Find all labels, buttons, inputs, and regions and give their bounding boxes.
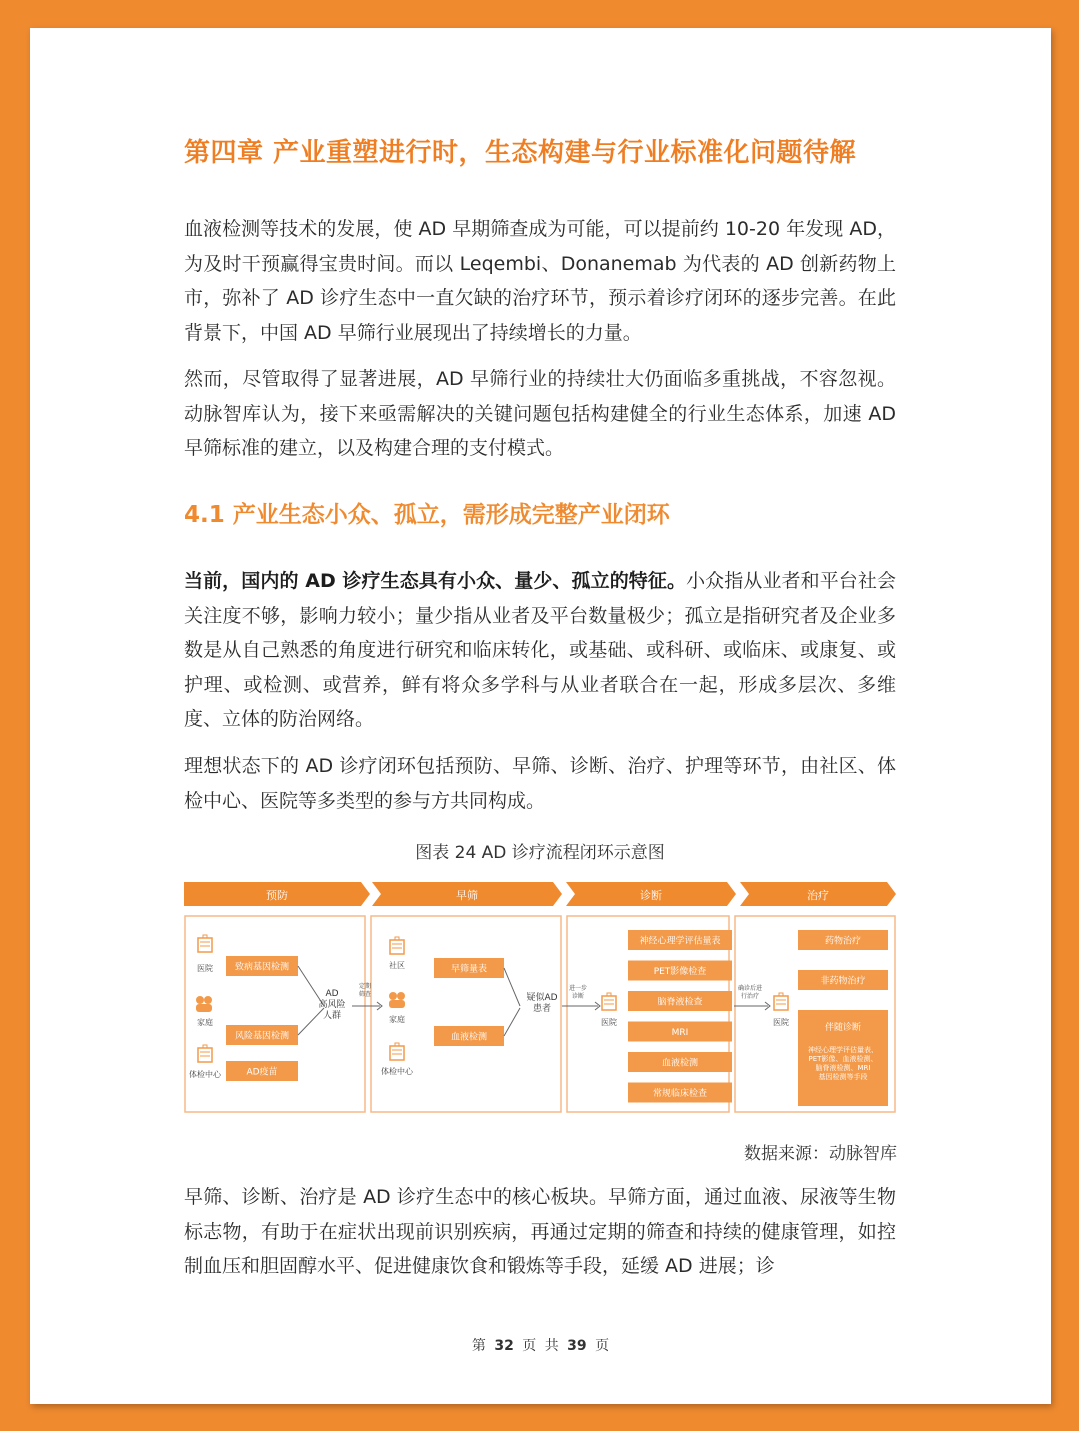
page-footer — [30, 1335, 1051, 1355]
companion-diagnosis-title: 伴随诊断 — [824, 1023, 862, 1033]
footer-suffix: 页 — [595, 1338, 610, 1354]
footer-total-pages: 39 — [567, 1338, 587, 1354]
diagnosis-box-0-label: 神经心理学评估量表 — [639, 936, 721, 947]
diagnosis-arrow-note: 进一步 — [568, 985, 588, 992]
diagnosis-box-3-label: MRI — [671, 1028, 689, 1038]
footer-prefix: 第 — [471, 1338, 486, 1354]
screening-place-community: 社区 — [389, 961, 405, 970]
prevention-place-checkup: 体检中心 — [189, 1070, 221, 1079]
stage-label-0: 预防 — [266, 889, 288, 902]
diagnosis-arrow-note: 诊断 — [571, 993, 585, 1000]
prevention-place-family: 家庭 — [197, 1018, 213, 1027]
risk-gene-box-label: 风险基因检测 — [234, 1031, 290, 1042]
diagnosis-box-4-label: 血液检测 — [661, 1058, 699, 1069]
gene-test-box-label: 致病基因检测 — [234, 962, 290, 973]
paragraph-5: 早筛、诊断、治疗是 AD 诊疗生态中的核心板块。早筛方面，通过血液、尿液等生物标志物，有助于在症状出现前识别疾病，再通过定期的筛查和持续的健康管理，如控制血压和胆固醇水平、促进健康饮食和锻炼等手段，延缓 AD 进展；诊 — [184, 1186, 896, 1277]
screening-place-checkup: 体检中心 — [381, 1067, 413, 1076]
paragraph-4: 理想状态下的 AD 诊疗闭环包括预防、早筛、诊断、治疗、护理等环节，由社区、体检中心、医院等多类型的参与方共同构成。 — [184, 755, 896, 812]
diagnosis-box-2-label: 脑脊液检查 — [657, 997, 703, 1008]
ad-care-loop-diagram — [184, 878, 896, 1118]
paragraph-1: 血液检测等技术的发展，使 AD 早期筛查成为可能，可以提前约 10-20 年发现 AD，为及时干预赢得宝贵时间。而以 Leqembi、Donanemab 为代表的 AD 创新药物上市，弥补了 AD 诊疗生态中一直欠缺的治疗环节，预示着诊疗闭环的逐步完善。在此背景下，中国 AD 早筛行业展现出了持续增长的力量。 — [184, 218, 896, 344]
family-icon — [196, 996, 204, 1004]
chapter-title: 第四章 产业重塑进行时，生态构建与行业标准化问题待解 — [184, 138, 857, 168]
section-title: 4.1 产业生态小众、孤立，需形成完整产业闭环 — [184, 502, 670, 528]
screening-place-family: 家庭 — [389, 1015, 405, 1024]
family-icon-body — [196, 1004, 212, 1012]
prevention-target: AD — [325, 989, 339, 999]
figure-source: 数据来源：动脉智库 — [744, 1144, 897, 1164]
screening-arrow-note: 定期 — [358, 983, 372, 990]
screening-target: 患者 — [532, 1004, 552, 1014]
diagnosis-place: 医院 — [601, 1018, 617, 1027]
document-page — [30, 28, 1051, 1404]
stage-label-2: 诊断 — [640, 889, 662, 902]
screening-arrow-note: 筛查 — [358, 991, 372, 998]
prevention-target: 高风险 — [318, 1000, 346, 1010]
screening-family-icon — [389, 992, 397, 1000]
treatment-arrow-note: 确诊后进 — [737, 985, 763, 992]
companion-diagnosis-text: 神经心理学评估量表、 — [808, 1046, 878, 1054]
paragraph-2: 然而，尽管取得了显著进展，AD 早筛行业的持续壮大仍面临多重挑战，不容忽视。动脉智库认为，接下来亟需解决的关键问题包括构建健全的行业生态体系，加速 AD 早筛标准的建立，以及构建合理的支付模式。 — [184, 368, 896, 459]
non-drug-therapy-box-label: 非药物治疗 — [820, 976, 866, 987]
blood-test-box-label: 血液检测 — [450, 1032, 488, 1043]
paragraph-3-lead: 当前，国内的 AD 诊疗生态具有小众、量少、孤立的特征。 — [184, 570, 687, 592]
screening-family-icon-body — [389, 1000, 405, 1008]
companion-diagnosis-text: 脑脊液检测、MRI — [815, 1064, 871, 1072]
paragraph-3 — [184, 564, 896, 737]
footer-middle: 页 共 — [522, 1338, 559, 1354]
stage-label-3: 治疗 — [807, 889, 829, 902]
treatment-place: 医院 — [773, 1018, 789, 1027]
ad-vaccine-box-label: AD疫苗 — [246, 1067, 278, 1078]
companion-diagnosis-text: PET影像、血液检测、 — [808, 1055, 878, 1063]
figure-caption: 图表 24 AD 诊疗流程闭环示意图 — [415, 843, 665, 863]
screening-scale-box-label: 早筛量表 — [450, 964, 488, 975]
drug-therapy-box-label: 药物治疗 — [824, 936, 862, 947]
diagnosis-box-5-label: 常规临床检查 — [652, 1089, 708, 1099]
footer-page-number: 32 — [494, 1338, 514, 1354]
prevention-place-hospital: 医院 — [197, 964, 213, 973]
companion-diagnosis-text: 基因检测等手段 — [818, 1073, 868, 1081]
stage-panel-1 — [371, 916, 561, 1112]
screening-target: 疑似AD — [526, 993, 558, 1003]
stage-label-1: 早筛 — [456, 889, 478, 902]
family-icon-b — [204, 996, 212, 1004]
treatment-arrow-note: 行治疗 — [740, 993, 760, 1000]
paragraph-3-body: 小众指从业者和平台社会关注度不够，影响力较小；量少指从业者及平台数量极少；孤立是指研究者及企业多数是从自己熟悉的角度进行研究和临床转化，或基础、或科研、或临床、或康复、或护理、或检测、或营养，鲜有将众多学科与从业者联合在一起，形成多层次、多维度、立体的防治网络。 — [184, 570, 896, 730]
screening-family-icon-b — [397, 992, 405, 1000]
diagnosis-box-1-label: PET影像检查 — [653, 967, 707, 977]
prevention-target: 人群 — [322, 1011, 342, 1021]
